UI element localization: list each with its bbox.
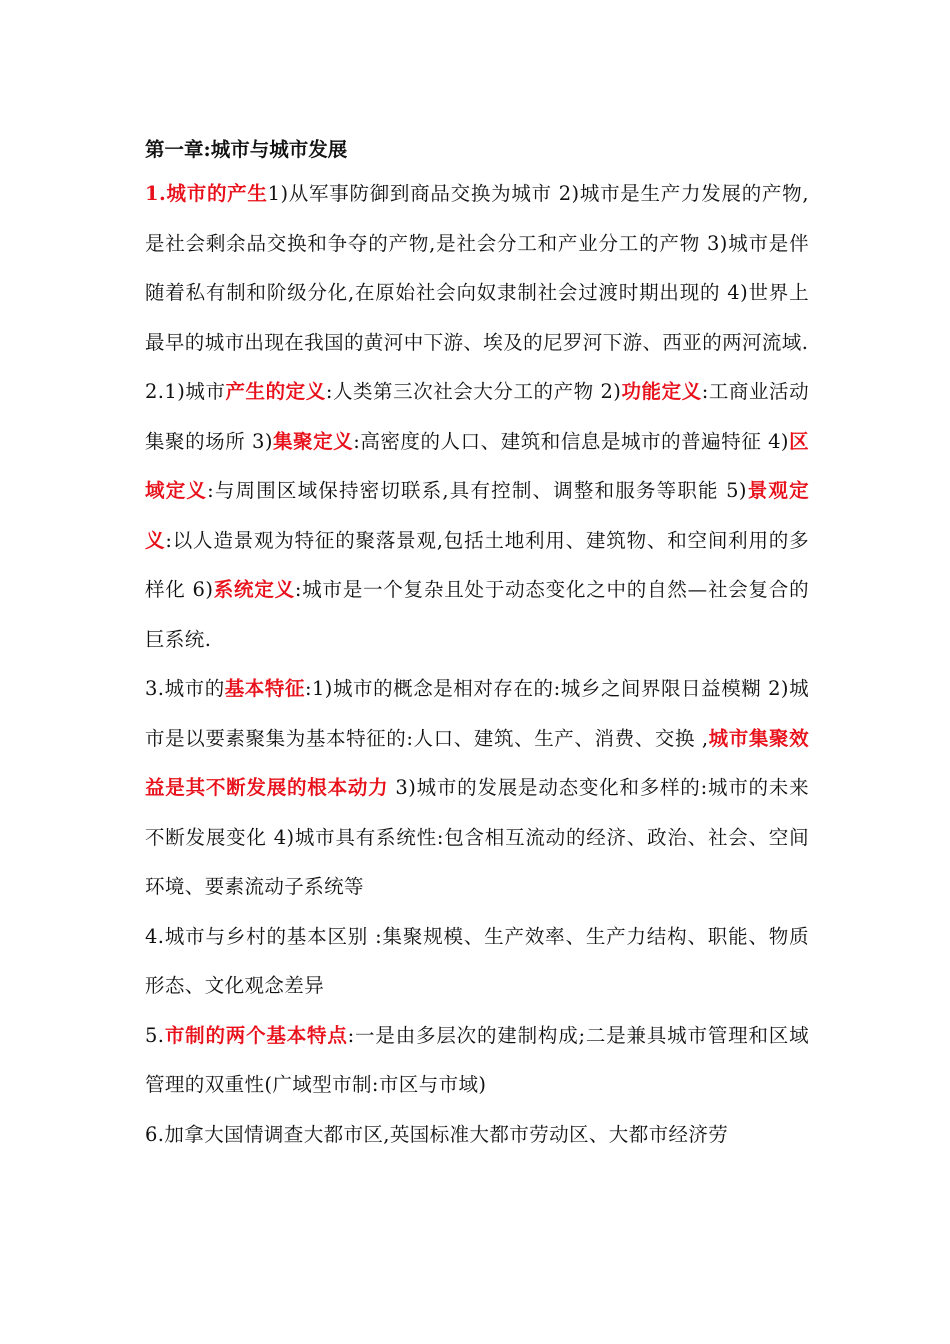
- paragraph-text: :一是由多层次的建制构成;二是兼具城市管理和区域管理的双重性(广域型市制:市区与市域): [145, 1023, 809, 1096]
- paragraph-4: [145, 912, 809, 1011]
- highlight-term: 市制的两个基本特点: [164, 1023, 348, 1047]
- highlight-term: 景观定义: [145, 479, 810, 552]
- highlight-term: 区域定义: [145, 429, 809, 502]
- paragraph-text: :1)城市的概念是相对存在的:城乡之间界限日益模糊 2)城市是以要素聚集为基本特征的:人口、建筑、生产、消费、交换 ,: [145, 677, 809, 750]
- chapter-heading: 第一章:城市与城市发展: [145, 138, 348, 161]
- paragraph-text: 6.加拿大国情调查大都市区,英国标准大都市劳动区、大都市经济劳: [145, 1122, 729, 1146]
- highlight-term: 基本特征: [224, 677, 305, 700]
- highlight-term: 产生的定义: [225, 380, 326, 403]
- highlight-term: 功能定义: [621, 380, 702, 403]
- paragraph-6: [145, 1110, 809, 1160]
- paragraph-text: 1)从军事防御到商品交换为城市 2)城市是生产力发展的产物,是社会剩余品交换和争夺的产物,是社会分工和产业分工的产物 3)城市是伴随着私有制和阶级分化,在原始社会向奴隶制社会过渡时期出现的 4)世界上最早的城市出现在我国的黄河中下游、埃及的尼罗河下游、西亚的两河流域.: [145, 182, 809, 354]
- paragraph-text: :工商业活动集聚的场所 3): [145, 380, 809, 453]
- paragraph-2: [145, 367, 809, 664]
- paragraph-text: 3)城市的发展是动态变化和多样的:城市的未来不断发展变化 4)城市具有系统性:包含相互流动的经济、政治、社会、空间环境、要素流动子系统等: [145, 776, 809, 898]
- highlight-term: 系统定义: [213, 578, 295, 601]
- highlight-term: 1.城市的产生: [145, 182, 268, 205]
- document-body: [145, 131, 809, 1159]
- paragraph-text: 5.: [145, 1023, 165, 1047]
- highlight-term: 集聚定义: [272, 429, 354, 453]
- paragraph-5: [145, 1011, 809, 1110]
- paragraph-text: :以人造景观为特征的聚落景观,包括土地利用、建筑物、和空间利用的多样化 6): [145, 528, 810, 601]
- paragraph-text: :城市是一个复杂且处于动态变化之中的自然—社会复合的巨系统.: [145, 578, 809, 651]
- paragraph-1: [145, 169, 809, 367]
- paragraph-text: 4.城市与乡村的基本区别 :集聚规模、生产效率、生产力结构、职能、物质形态、文化观念差异: [145, 924, 809, 997]
- paragraph-text: 3.城市的: [145, 677, 225, 700]
- paragraph-text: :与周围区域保持密切联系,具有控制、调整和服务等职能 5): [207, 479, 747, 502]
- paragraph-text: :高密度的人口、建筑和信息是城市的普遍特征 4): [353, 429, 789, 453]
- paragraph-text: 2.1)城市: [145, 380, 226, 403]
- highlight-term: 城市集聚效益是其不断发展的根本动力: [145, 726, 809, 799]
- paragraph-text: :人类第三次社会大分工的产物 2): [325, 380, 622, 403]
- paragraph-3: [145, 664, 809, 912]
